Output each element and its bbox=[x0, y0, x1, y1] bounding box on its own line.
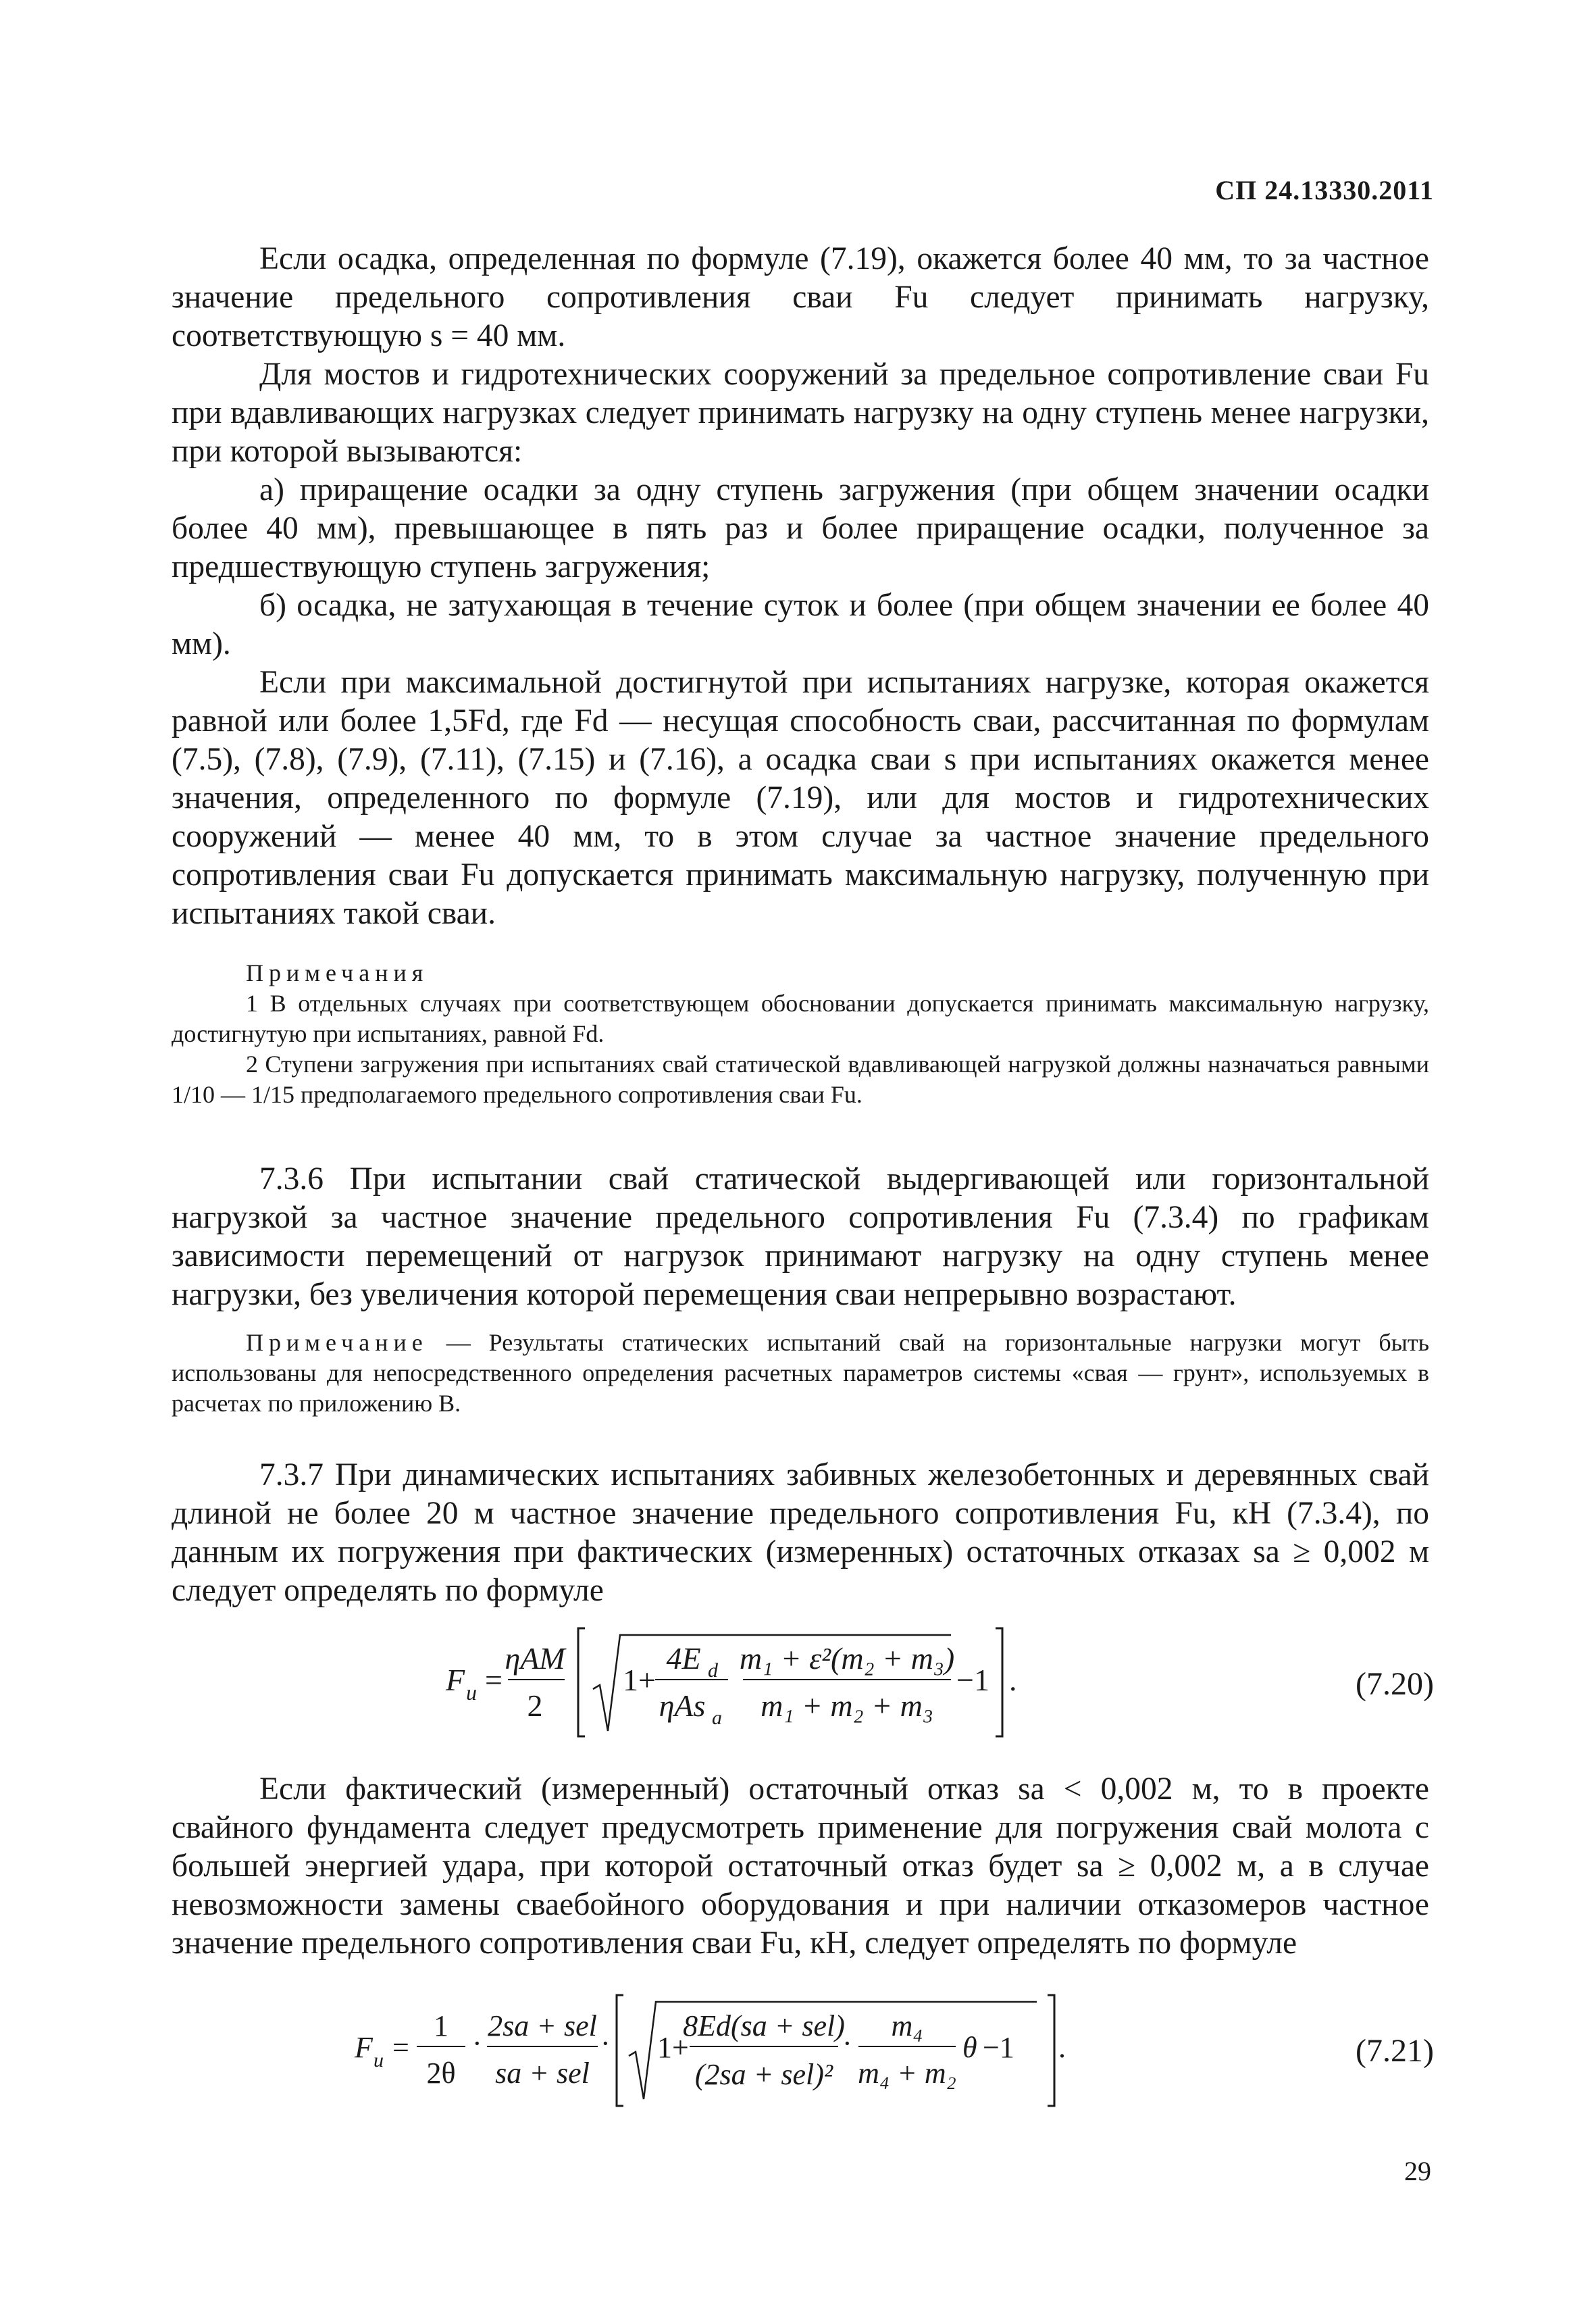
frac2-denominator: m₁ + m₂ + m₃ bbox=[761, 1688, 933, 1723]
frac2-denominator: m₄ + m₂ bbox=[858, 2057, 956, 2090]
right-bracket bbox=[1048, 1995, 1054, 2106]
paragraph: 7.3.6 При испытании свай статической выдергивающей или горизонтальной нагрузкой за частное значение предельного сопротивления Fu (7.3.4) по графикам зависимости перемещений от нагрузок принимают нагрузку на одну ступень менее нагрузки, без увеличения которой перемещения сваи непрерывно возрастают. bbox=[172, 1161, 1429, 1312]
formula-lhs: F bbox=[355, 2031, 373, 2064]
paragraph: Для мостов и гидротехнических сооружений за предельное сопротивление сваи Fu при вдавливающих нагрузках следует принимать нагрузку на одну ступень менее нагрузки, при которой вызываются: bbox=[172, 357, 1429, 469]
frac1-numerator-sub: d bbox=[708, 1659, 718, 1682]
list-item-b: б) осадка, не затухающая в течение суток и более (при общем значении ее более 40 мм). bbox=[172, 588, 1429, 661]
coef2-denominator: sa + sel bbox=[495, 2057, 590, 2090]
theta: θ bbox=[962, 2031, 977, 2064]
one-plus: 1+ bbox=[657, 2031, 689, 2064]
notes-heading: Примечания bbox=[246, 959, 429, 986]
frac2-numerator: m₁ + ε²(m₂ + m₃) bbox=[739, 1641, 955, 1676]
formula-7-21 bbox=[355, 1983, 1125, 2121]
list-item-a: а) приращение осадки за одну ступень загружения (при общем значении осадки более 40 мм), превышающее в пять раз и более приращение осадки, полученное за предшествующую ступень загружения; bbox=[172, 472, 1429, 584]
equation-number-7-21: (7.21) bbox=[1356, 2033, 1434, 2069]
document-code: СП 24.13330.2011 bbox=[1215, 175, 1434, 205]
body-text-top bbox=[172, 240, 1429, 933]
paragraph: Если фактический (измеренный) остаточный отказ sa < 0,002 м, то в проекте свайного фундамента следует предусмотреть применение для погружения свай молота с большей энергией удара, при которой остаточный отказ будет sa ≥ 0,002 м, а в случае невозможности замены сваебойного оборудования и при наличии отказомеров частное значение предельного сопротивления сваи Fu, кН, следует определять по формуле bbox=[172, 1771, 1429, 1961]
note-7-3-6 bbox=[172, 1328, 1429, 1419]
coef-numerator: ηAM bbox=[505, 1641, 565, 1676]
formula-eq: = bbox=[392, 2031, 409, 2064]
coef-denominator: 2 bbox=[527, 1688, 543, 1723]
coef1-numerator: 1 bbox=[434, 2009, 448, 2042]
section-7-3-6 bbox=[172, 1160, 1429, 1314]
formula-7-20 bbox=[446, 1615, 1108, 1753]
formula-eq: = bbox=[485, 1663, 503, 1697]
frac1-denominator: (2sa + sel)² bbox=[694, 2058, 833, 2091]
minus-one: −1 bbox=[956, 1663, 989, 1697]
formula-period: . bbox=[1009, 1663, 1017, 1697]
formula-period: . bbox=[1058, 2031, 1066, 2064]
minus-one: −1 bbox=[983, 2031, 1014, 2064]
section-7-3-7 bbox=[172, 1456, 1429, 1610]
note-1: 1 В отдельных случаях при соответствующем обосновании допускается принимать максимальную нагрузку, достигнутую при испытаниях, равной Fd. bbox=[172, 990, 1429, 1047]
frac1-numerator: 4E bbox=[666, 1641, 701, 1676]
dot-operator: · bbox=[842, 2027, 852, 2060]
right-bracket bbox=[996, 1628, 1002, 1736]
note-text: — Результаты статических испытаний свай на горизонтальные нагрузки могут быть использованы для непосредственного определения расчетных параметров системы «свая — грунт», используемых в расчетах по приложению В. bbox=[172, 1329, 1430, 1417]
formula-7-20-svg bbox=[446, 1615, 1108, 1750]
note-2: 2 Ступени загружения при испытаниях свай статической вдавливающей нагрузкой должны назначаться равными 1/10 — 1/15 предполагаемого предельного сопротивления сваи Fu. bbox=[172, 1051, 1429, 1108]
coef2-numerator: 2sa + sel bbox=[488, 2009, 597, 2042]
body-text-after-7-20 bbox=[172, 1770, 1429, 1963]
frac1-numerator: 8Ed(sa + sel) bbox=[683, 2009, 845, 2042]
paragraph: Если осадка, определенная по формуле (7.19), окажется более 40 мм, то за частное значение предельного сопротивления сваи Fu следует принимать нагрузку, соответствующую s = 40 мм. bbox=[172, 241, 1429, 353]
formula-lhs-sub: u bbox=[466, 1680, 477, 1705]
paragraph: 7.3.7 При динамических испытаниях забивных железобетонных и деревянных свай длиной не более 20 м частное значение предельного сопротивления Fu, кН (7.3.4), по данным их погружения при фактических (измеренных) остаточных отказах sa ≥ 0,002 м следует определять по формуле bbox=[172, 1457, 1429, 1608]
dot-operator: · bbox=[600, 2027, 611, 2060]
page-number: 29 bbox=[1404, 2156, 1431, 2186]
formula-lhs: F bbox=[446, 1663, 465, 1697]
notes-block bbox=[172, 958, 1429, 1110]
note-label: Примечание bbox=[246, 1329, 428, 1356]
paragraph: Если при максимальной достигнутой при испытаниях нагрузке, которая окажется равной или более 1,5Fd, где Fd — несущая способность сваи, рассчитанная по формулам (7.5), (7.8), (7.9), (7.11), (7.15) и (7.16), а осадка сваи s при испытаниях окажется менее значения, определенного по формуле (7.19), или для мостов и гидротехнических сооружений — менее 40 мм, то в этом случае за частное значение предельного сопротивления сваи Fu допускается принимать максимальную нагрузку, полученную при испытаниях такой сваи. bbox=[172, 665, 1429, 931]
coef1-denominator: 2θ bbox=[426, 2057, 456, 2090]
frac1-denominator-sub: a bbox=[712, 1707, 722, 1729]
formula-lhs-sub: u bbox=[374, 2049, 384, 2071]
one-plus: 1+ bbox=[623, 1663, 656, 1697]
dot-operator: · bbox=[472, 2027, 482, 2060]
frac1-denominator: ηAs bbox=[659, 1688, 706, 1723]
equation-number-7-20: (7.20) bbox=[1356, 1666, 1434, 1702]
frac2-numerator: m₄ bbox=[891, 2009, 923, 2042]
formula-7-21-svg bbox=[355, 1983, 1125, 2118]
left-bracket bbox=[617, 1995, 623, 2106]
left-bracket bbox=[578, 1628, 585, 1736]
